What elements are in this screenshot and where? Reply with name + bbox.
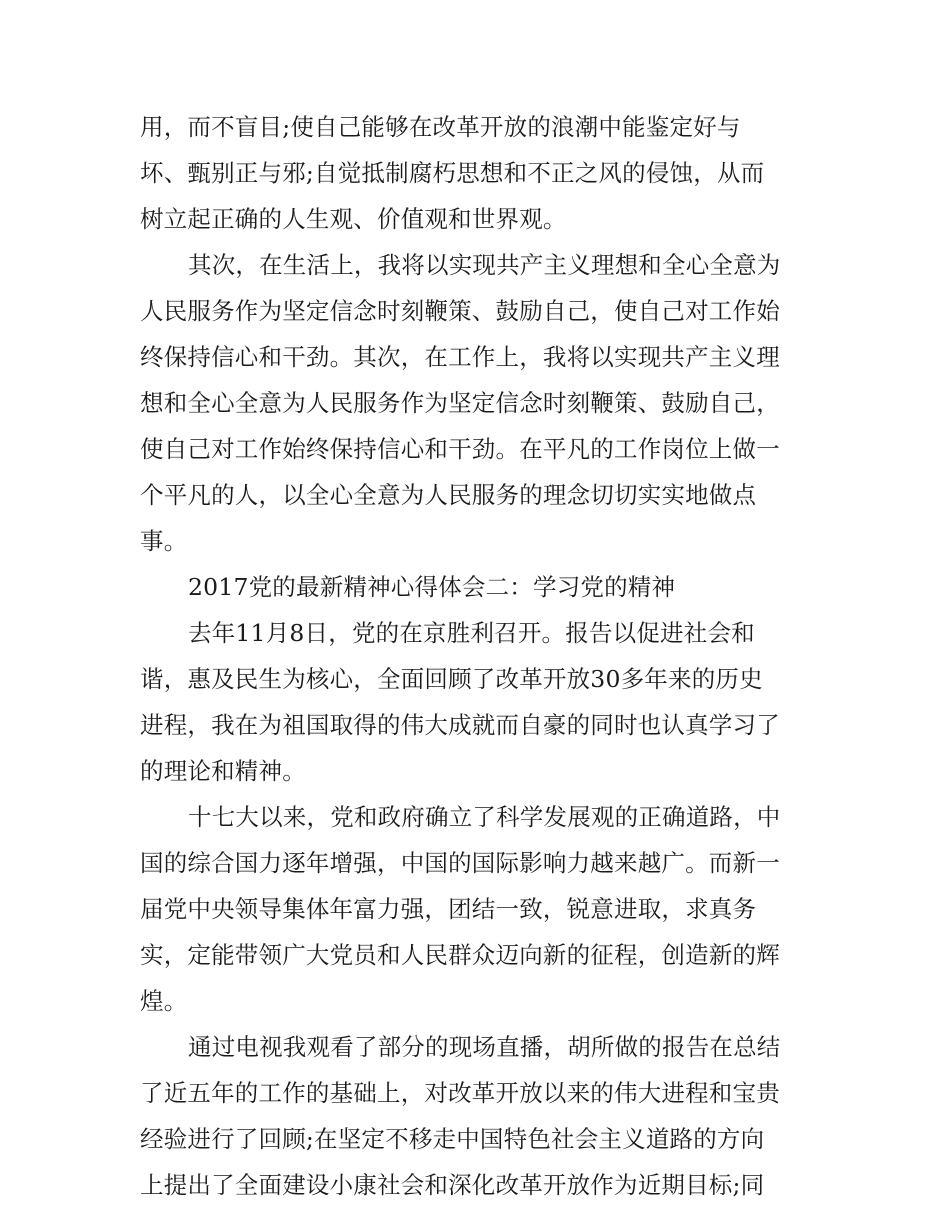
text-line: 了近五年的工作的基础上，对改革开放以来的伟大进程和宝贵 (140, 1079, 780, 1107)
text-line: 实，定能带领广大党员和人民群众迈向新的征程，创造新的辉 (140, 941, 780, 969)
text-line: 树立起正确的人生观、价值观和世界观。 (140, 205, 567, 233)
paragraph-first-line: 其次，在生活上，我将以实现共产主义理想和全心全意为 (188, 251, 781, 279)
paragraph-first-line: 去年11月8日，党的在京胜利召开。报告以促进社会和 (188, 619, 755, 647)
text-line: 煌。 (140, 987, 188, 1015)
paragraph-first-line: 通过电视我观看了部分的现场直播，胡所做的报告在总结 (188, 1033, 781, 1061)
section-heading: 2017党的最新精神心得体会二：学习党的精神 (188, 573, 676, 601)
text-line: 国的综合国力逐年增强，中国的国际影响力越来越广。而新一 (140, 849, 780, 877)
text-line: 人民服务作为坚定信念时刻鞭策、鼓励自己，使自己对工作始 (140, 297, 780, 325)
paragraph-first-line: 十七大以来，党和政府确立了科学发展观的正确道路，中 (188, 803, 781, 831)
text-line: 想和全心全意为人民服务作为坚定信念时刻鞭策、鼓励自己， (140, 389, 780, 417)
text-line: 用，而不盲目;使自己能够在改革开放的浪潮中能鉴定好与 (140, 113, 741, 141)
text-line: 个平凡的人，以全心全意为人民服务的理念切切实实地做点 (140, 481, 757, 509)
text-line: 的理论和精神。 (140, 757, 306, 785)
text-line: 届党中央领导集体年富力强，团结一致，锐意进取，求真务 (140, 895, 757, 923)
text-line: 坏、甄别正与邪;自觉抵制腐朽思想和不正之风的侵蚀，从而 (140, 159, 765, 187)
text-line: 上提出了全面建设小康社会和深化改革开放作为近期目标;同 (140, 1171, 765, 1199)
text-line: 终保持信心和干劲。其次，在工作上，我将以实现共产主义理 (140, 343, 780, 371)
text-line: 经验进行了回顾;在坚定不移走中国特色社会主义道路的方向 (140, 1125, 765, 1153)
text-line: 进程，我在为祖国取得的伟大成就而自豪的同时也认真学习了 (140, 711, 780, 739)
text-line: 事。 (140, 527, 188, 555)
text-line: 谐，惠及民生为核心，全面回顾了改革开放30多年来的历史 (140, 665, 763, 693)
text-line: 使自己对工作始终保持信心和干劲。在平凡的工作岗位上做一 (140, 435, 780, 463)
